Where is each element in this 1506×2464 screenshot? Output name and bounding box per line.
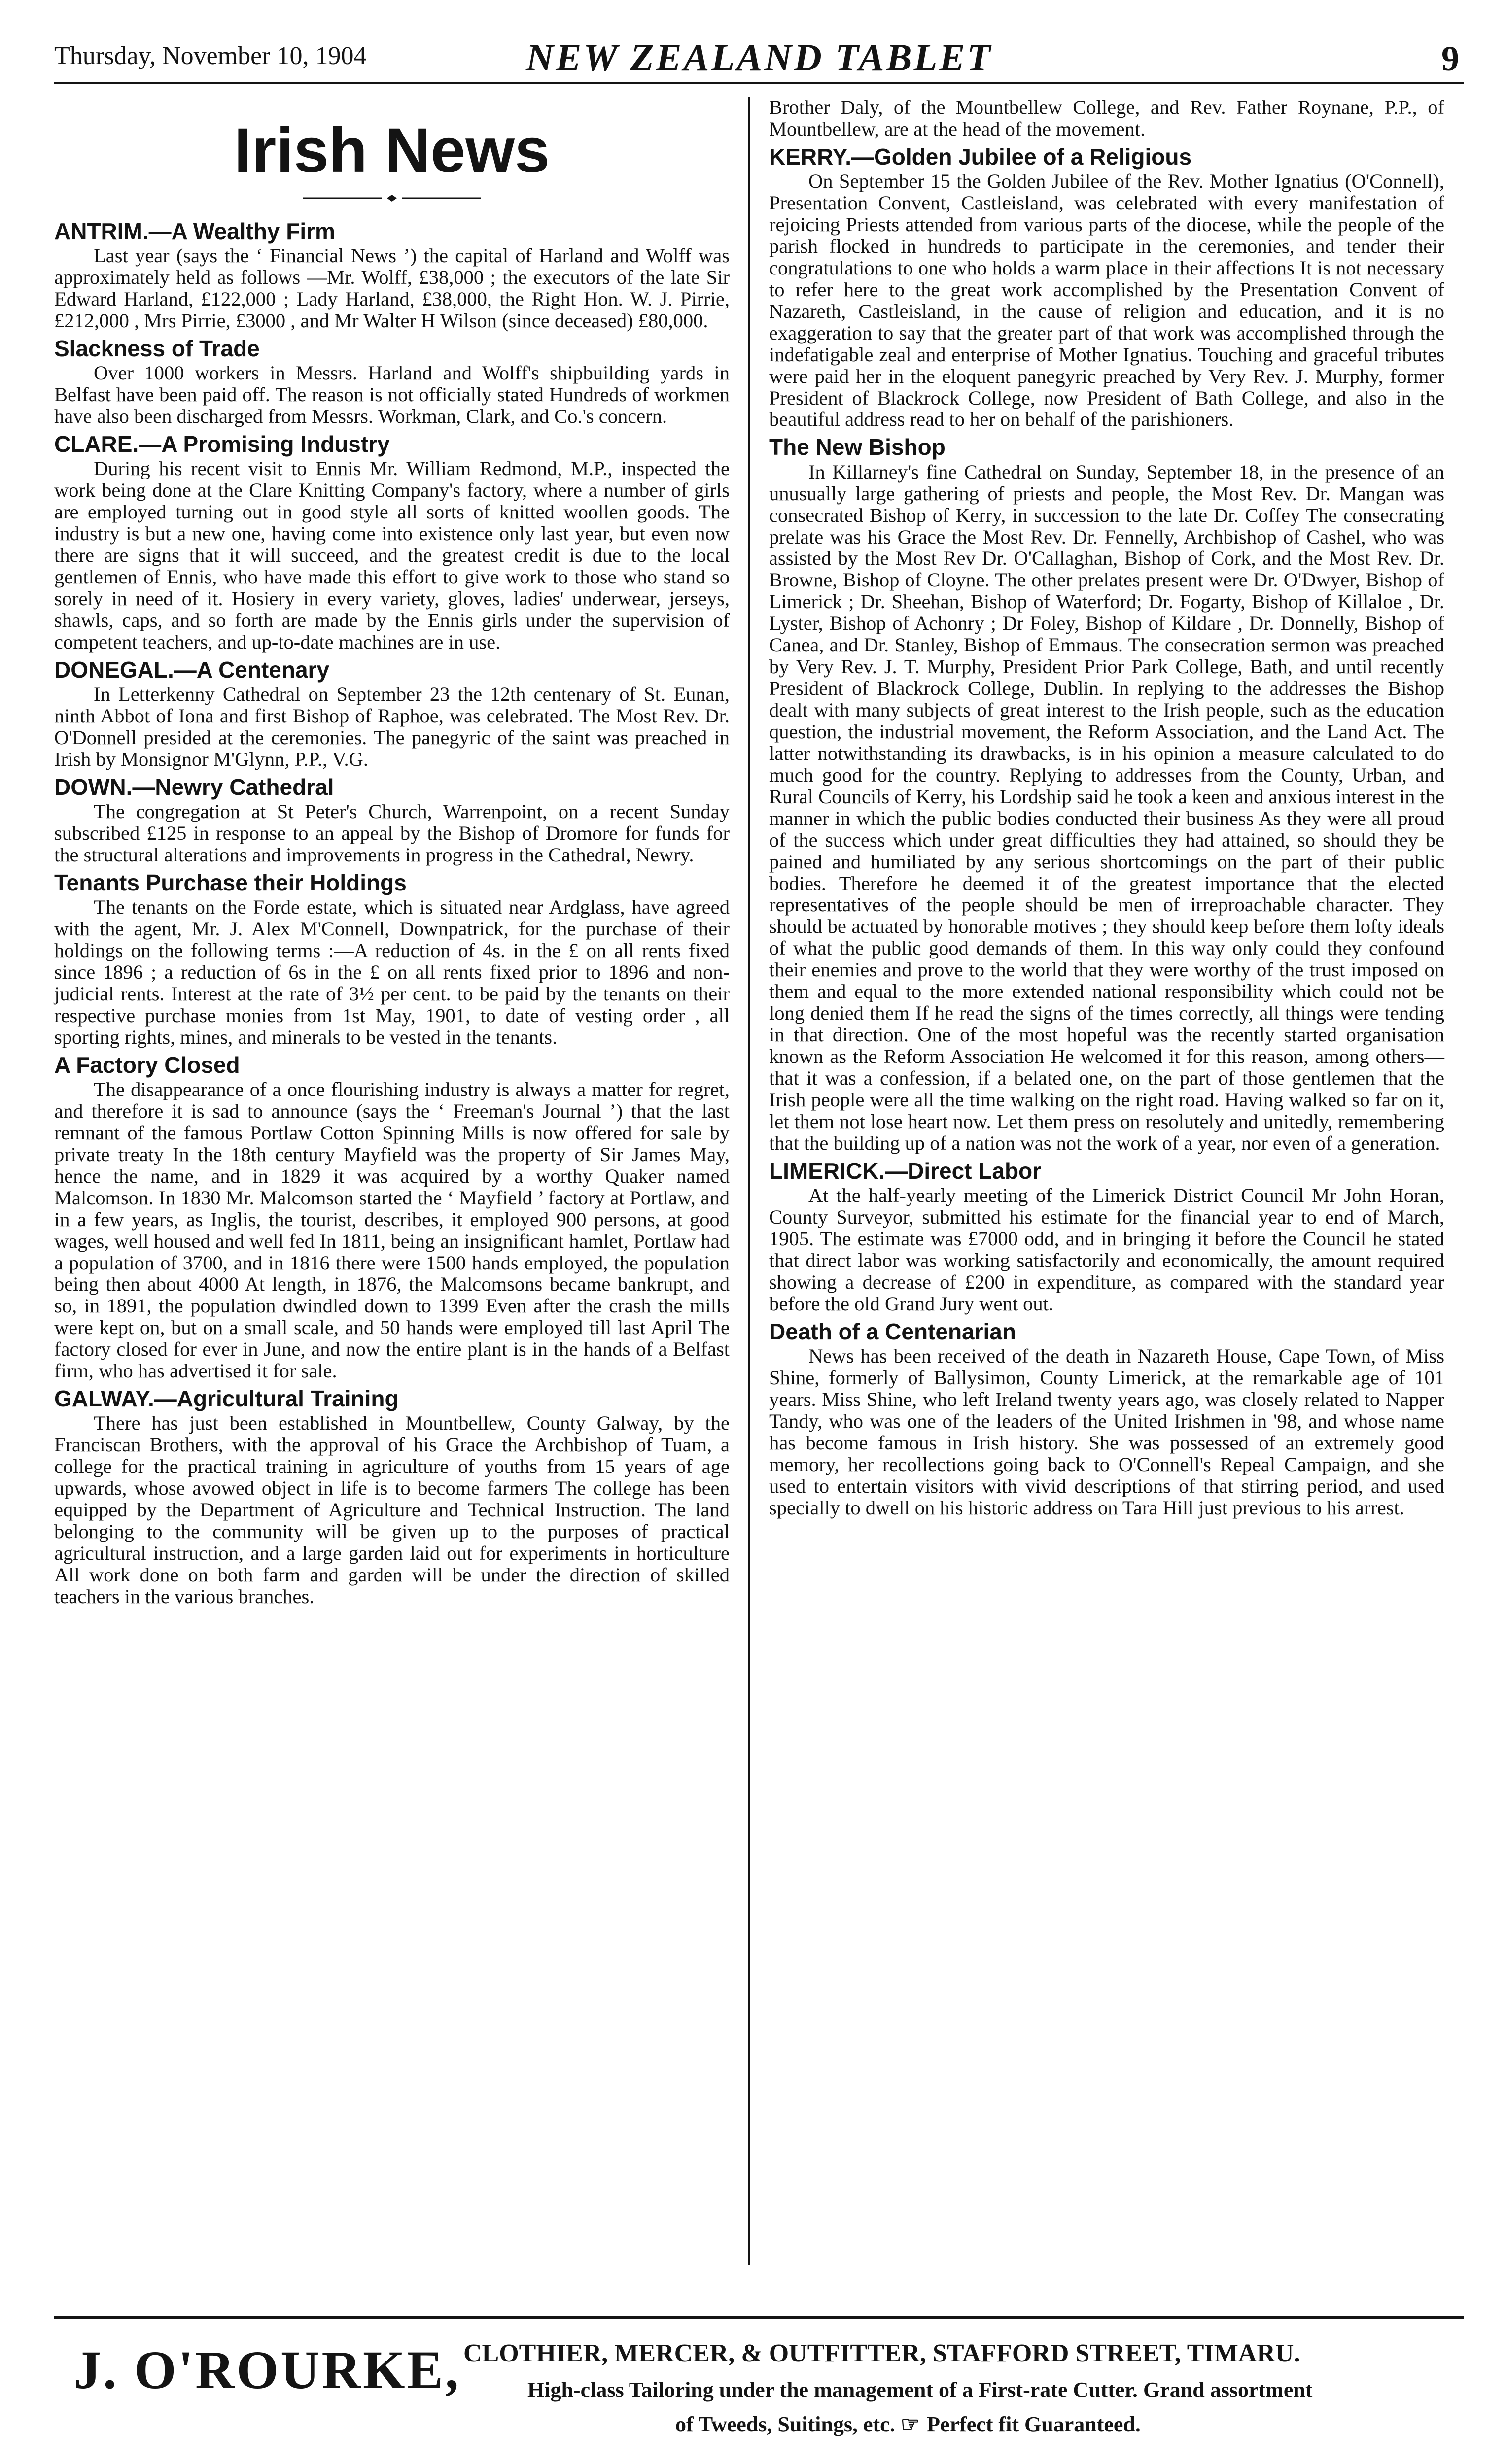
advert-line-3 <box>675 2412 1141 2437</box>
article <box>54 871 730 1048</box>
article-paragraph: The tenants on the Forde estate, which is situated near Ardglass, have agreed with the agent, Mr. J. Alex M'Connell, Downpatrick, for the purchase of their holdings on the following terms :—A reduction of 4s. in the £ on all rents fixed since 1896 ; a reduction of 6s in the £ on all rents fixed prior to 1896 and non-judicial rents. Interest at the rate of 3½ per cent. to be paid by the tenants on their respective purchase monies from 1st May, 1901, to date of vesting order , all sporting rights, mines, and minerals to be vested in the tenants. <box>54 896 730 1048</box>
pointing-hand-icon: ☞ <box>900 2412 920 2436</box>
article-heading: KERRY.—Golden Jubilee of a Religious <box>769 143 1192 170</box>
article <box>54 337 730 427</box>
article-heading: Tenants Purchase their Holdings <box>54 869 407 895</box>
article-paragraph: The disappearance of a once flourishing industry is always a matter for regret, and therefore it is sad to announce (says the ‘ Freeman's Journal ’) that the last remnant of the famous Portlaw Cotton Spinning Mills is now offered for sale by private treaty In the 18th century Mayfield was the property of Sir James May, hence the name, and in 1829 it was acquired by a worthy Quaker named Malcomson. In 1830 Mr. Malcomson started the ‘ Mayfield ’ factory at Portlaw, and in a few years, as Inglis, the tourist, describes, it employed 900 persons, at good wages, well housed and well fed In 1811, being an insignificant hamlet, Portlaw had a population of 3700, and in 1816 there were 1500 hands employed, the population being then about 4000 At length, in 1876, the Malcomsons became bankrupt, and so, in 1891, the population dwindled down to 1399 Even after the crash the mills were kept on, but on a small scale, and 50 hands were employed till last April The factory closed for ever in June, and now the entire plant is in the hands of a Belfast firm, who has advertised it for sale. <box>54 1078 730 1382</box>
article-heading: Death of a Centenarian <box>769 1318 1016 1344</box>
advert-line-3-guarantee: Perfect fit Guaranteed. <box>927 2412 1141 2436</box>
article <box>769 145 1444 431</box>
article <box>54 658 730 770</box>
article-heading: A Factory Closed <box>54 1052 240 1078</box>
article-heading: LIMERICK.—Direct Labor <box>769 1158 1042 1184</box>
article-paragraph: On September 15 the Golden Jubilee of the Rev. Mother Ignatius (O'Connell), Presentation Convent, Castleisland, was celebrated with every manifestation of rejoicing Priests attended from various parts of the diocese, while the people of the parish flocked in hundreds to participate in the ceremonies, and tender their congratulations to one who holds a warm place in their affections It is not necessary to refer here to the great work accomplished by the Presentation Convent of Nazareth, Castleisland, in the cause of religion and education, and it is no exaggeration to say that the greater part of that work was accomplished through the indefatigable zeal and enterprise of Mother Ignatius. Touching and graceful tributes were paid her in the eloquent panegyric preached by Very Rev. J. Murphy, former President of Blackrock College, now President of Bath College, and also in the beautiful address read to her on behalf of the parishioners. <box>769 170 1444 431</box>
article-heading: CLARE.—A Promising Industry <box>54 431 390 457</box>
article-paragraph: Over 1000 workers in Messrs. Harland and Wolff's shipbuilding yards in Belfast have been paid off. The reason is not officially stated Hundreds of workmen have also been discharged from Messrs. Workman, Clark, and Co.'s concern. <box>54 362 730 428</box>
article <box>769 1159 1444 1315</box>
article <box>54 1053 730 1382</box>
article-paragraph: Brother Daly, of the Mountbellew College, and Rev. Father Roynane, P.P., of Mountbellew, are at the head of the movement. <box>769 96 1444 140</box>
advert-line-2: High-class Tailoring under the management of a First-rate Cutter. Grand assortment <box>527 2378 1313 2402</box>
right-column <box>769 97 1444 1518</box>
article <box>54 432 730 653</box>
newspaper-title: NEW ZEALAND TABLET <box>525 36 993 79</box>
article-heading: DONEGAL.—A Centenary <box>54 656 330 683</box>
issue-date: Thursday, November 10, 1904 <box>54 42 367 70</box>
article <box>54 775 730 866</box>
article-paragraph: The congregation at St Peter's Church, Warrenpoint, on a recent Sunday subscribed £125 in response to an appeal by the Bishop of Dromore for funds for the structural alterations and improvements in progress in the Cathedral, Newry. <box>54 800 730 866</box>
article-heading: DOWN.—Newry Cathedral <box>54 774 334 800</box>
advertisement <box>54 2316 1464 2464</box>
article-heading: GALWAY.—Agricultural Training <box>54 1386 399 1412</box>
article-paragraph: Last year (says the ‘ Financial News ’) the capital of Harland and Wolff was approximately held as follows —Mr. Wolff, £38,000 ; the executors of the late Sir Edward Harland, £122,000 ; Lady Harland, £38,000, the Right Hon. W. J. Pirrie, £212,000 , Mrs Pirrie, £3000 , and Mr Walter H Wilson (since deceased) £80,000. <box>54 244 730 332</box>
article <box>54 219 730 332</box>
section-title: Irish News <box>234 115 550 186</box>
advertiser-name: J. O'ROURKE, <box>74 2340 461 2400</box>
article <box>54 1387 730 1608</box>
left-articles <box>54 219 730 1608</box>
article <box>769 435 1444 1154</box>
article-paragraph: There has just been established in Mountbellew, County Galway, by the Franciscan Brothers, with the approval of his Grace the Archbishop of Tuam, a college for the practical training in agriculture of youths from 15 years of age upwards, whose avowed object in life is to become farmers The college has been equipped by the Department of Agriculture and Technical Instruction. The land belonging to the community will be given up to the purposes of practical agricultural instruction, and a large garden laid out for experiments in horticulture All work done on both farm and garden will be under the direction of skilled teachers in the various branches. <box>54 1412 730 1608</box>
page-header <box>54 38 1464 84</box>
page-number: 9 <box>1441 39 1459 78</box>
column-divider <box>748 97 750 2265</box>
advert-line-3-text: of Tweeds, Suitings, etc. <box>675 2412 895 2436</box>
article-paragraph: In Killarney's fine Cathedral on Sunday, September 18, in the presence of an unusually large gathering of priests and people, the Most Rev. Dr. Mangan was consecrated Bishop of Kerry, in succession to the late Dr. Coffey The consecrating prelate was his Grace the Most Rev. Dr. Fennelly, Archbishop of Cashel, who was assisted by the Most Rev Dr. O'Callaghan, Bishop of Cork, and the Most Rev. Dr. Browne, Bishop of Cloyne. The other prelates present were Dr. O'Dwyer, Bishop of Limerick ; Dr. Sheehan, Bishop of Waterford; Dr. Fogarty, Bishop of Killaloe , Dr. Lyster, Bishop of Achonry ; Dr Foley, Bishop of Kildare , Dr. Donnelly, Bishop of Canea, and Dr. Stanley, Bishop of Emmaus. The consecration sermon was preached by Very Rev. J. T. Murphy, President Prior Park College, Bath, and until recently President of Blackrock College, Dublin. In replying to the addresses the Bishop dealt with many subjects of great interest to the Irish people, such as the education question, the industrial movement, the Reform Association, and the Land Act. The latter notwithstanding its drawbacks, is in his opinion a measure calculated to do much good for the country. Replying to addresses from the County, Urban, and Rural Councils of Kerry, his Lordship said he took a keen and anxious interest in the manner in which the public bodies conducted their business As they were all proud of the success which under great difficulties they had attained, so should they be pained and humiliated by any serious shortcomings on the part of their public bodies. Therefore he deemed it of the greatest importance that the elected representatives of the people should be men of irreproachable character. They should be actuated by honorable motives ; they should keep before them lofty ideals of what the public good demands of them. In this way only could they confound their enemies and prove to the world that they were worthy of the trust imposed on them and equal to the more extended national responsibility which could not be long denied them If he read the signs of the times correctly, all things were tending in that direction. One of the most hopeful was the recently started organisation known as the Reform Association He welcomed it for this reason, among others—that it was a confession, if a belated one, on the part of those gentlemen that the Irish people were all the time walking on the right road. Having walked so far on it, let them not lose heart now. Let them press on resolutely and unitedly, remembering that the building up of a nation was not the work of a year, nor even of a generation. <box>769 460 1444 1154</box>
article <box>769 1320 1444 1519</box>
article-paragraph: At the half-yearly meeting of the Limerick District Council Mr John Horan, County Surveyor, submitted his estimate for the financial year to end of March, 1905. The estimate was £7000 odd, and in bringing it before the Council he stated that direct labor was working satisfactorily and economically, the amount required showing a decrease of £200 in expenditure, as compared with the standard year before the old Grand Jury went out. <box>769 1184 1444 1315</box>
article-heading: Slackness of Trade <box>54 335 260 361</box>
article-heading: ANTRIM.—A Wealthy Firm <box>54 218 335 244</box>
advert-line-1: CLOTHIER, MERCER, & OUTFITTER, STAFFORD STREET, TIMARU. <box>463 2339 1300 2367</box>
article-heading: The New Bishop <box>769 434 946 460</box>
article <box>769 97 1444 140</box>
right-articles <box>769 97 1444 1518</box>
article-paragraph: During his recent visit to Ennis Mr. William Redmond, M.P., inspected the work being done at the Clare Knitting Company's factory, where a number of girls are employed turning out in good style all sorts of knitted woollen goods. The industry is but a new one, having come into existence only last year, but even now there are signs that it will succeed, and the greatest credit is due to the local gentlemen of Ennis, who have made this effort to give work to those who stand so sorely in need of it. Hosiery in every variety, gloves, ladies' underwear, jerseys, shawls, caps, and so forth are made by the Ennis girls under the supervision of competent teachers, and up-to-date machines are in use. <box>54 457 730 653</box>
article-paragraph: News has been received of the death in Nazareth House, Cape Town, of Miss Shine, formerly of Ballysimon, County Limerick, at the remarkable age of 101 years. Miss Shine, who left Ireland twenty years ago, was closely related to Napper Tandy, who was one of the leaders of the United Irishmen in '98, and whose name has become famous in Irish history. She was possessed of an extremely good memory, her recollections going back to O'Connell's Repeal Campaign, and she used to entertain visitors with vivid descriptions of that stirring period, and used specially to dwell on his historic address on Tara Hill just previous to his arrest. <box>769 1344 1444 1519</box>
article-paragraph: In Letterkenny Cathedral on September 23 the 12th centenary of St. Eunan, ninth Abbot of Iona and first Bishop of Raphoe, was celebrated. The Most Rev. Dr. O'Donnell presided at the ceremonies. The panegyric of the saint was preached in Irish by Monsignor M'Glynn, P.P., V.G. <box>54 683 730 770</box>
ornamental-rule <box>303 195 481 202</box>
left-column <box>54 97 730 1608</box>
